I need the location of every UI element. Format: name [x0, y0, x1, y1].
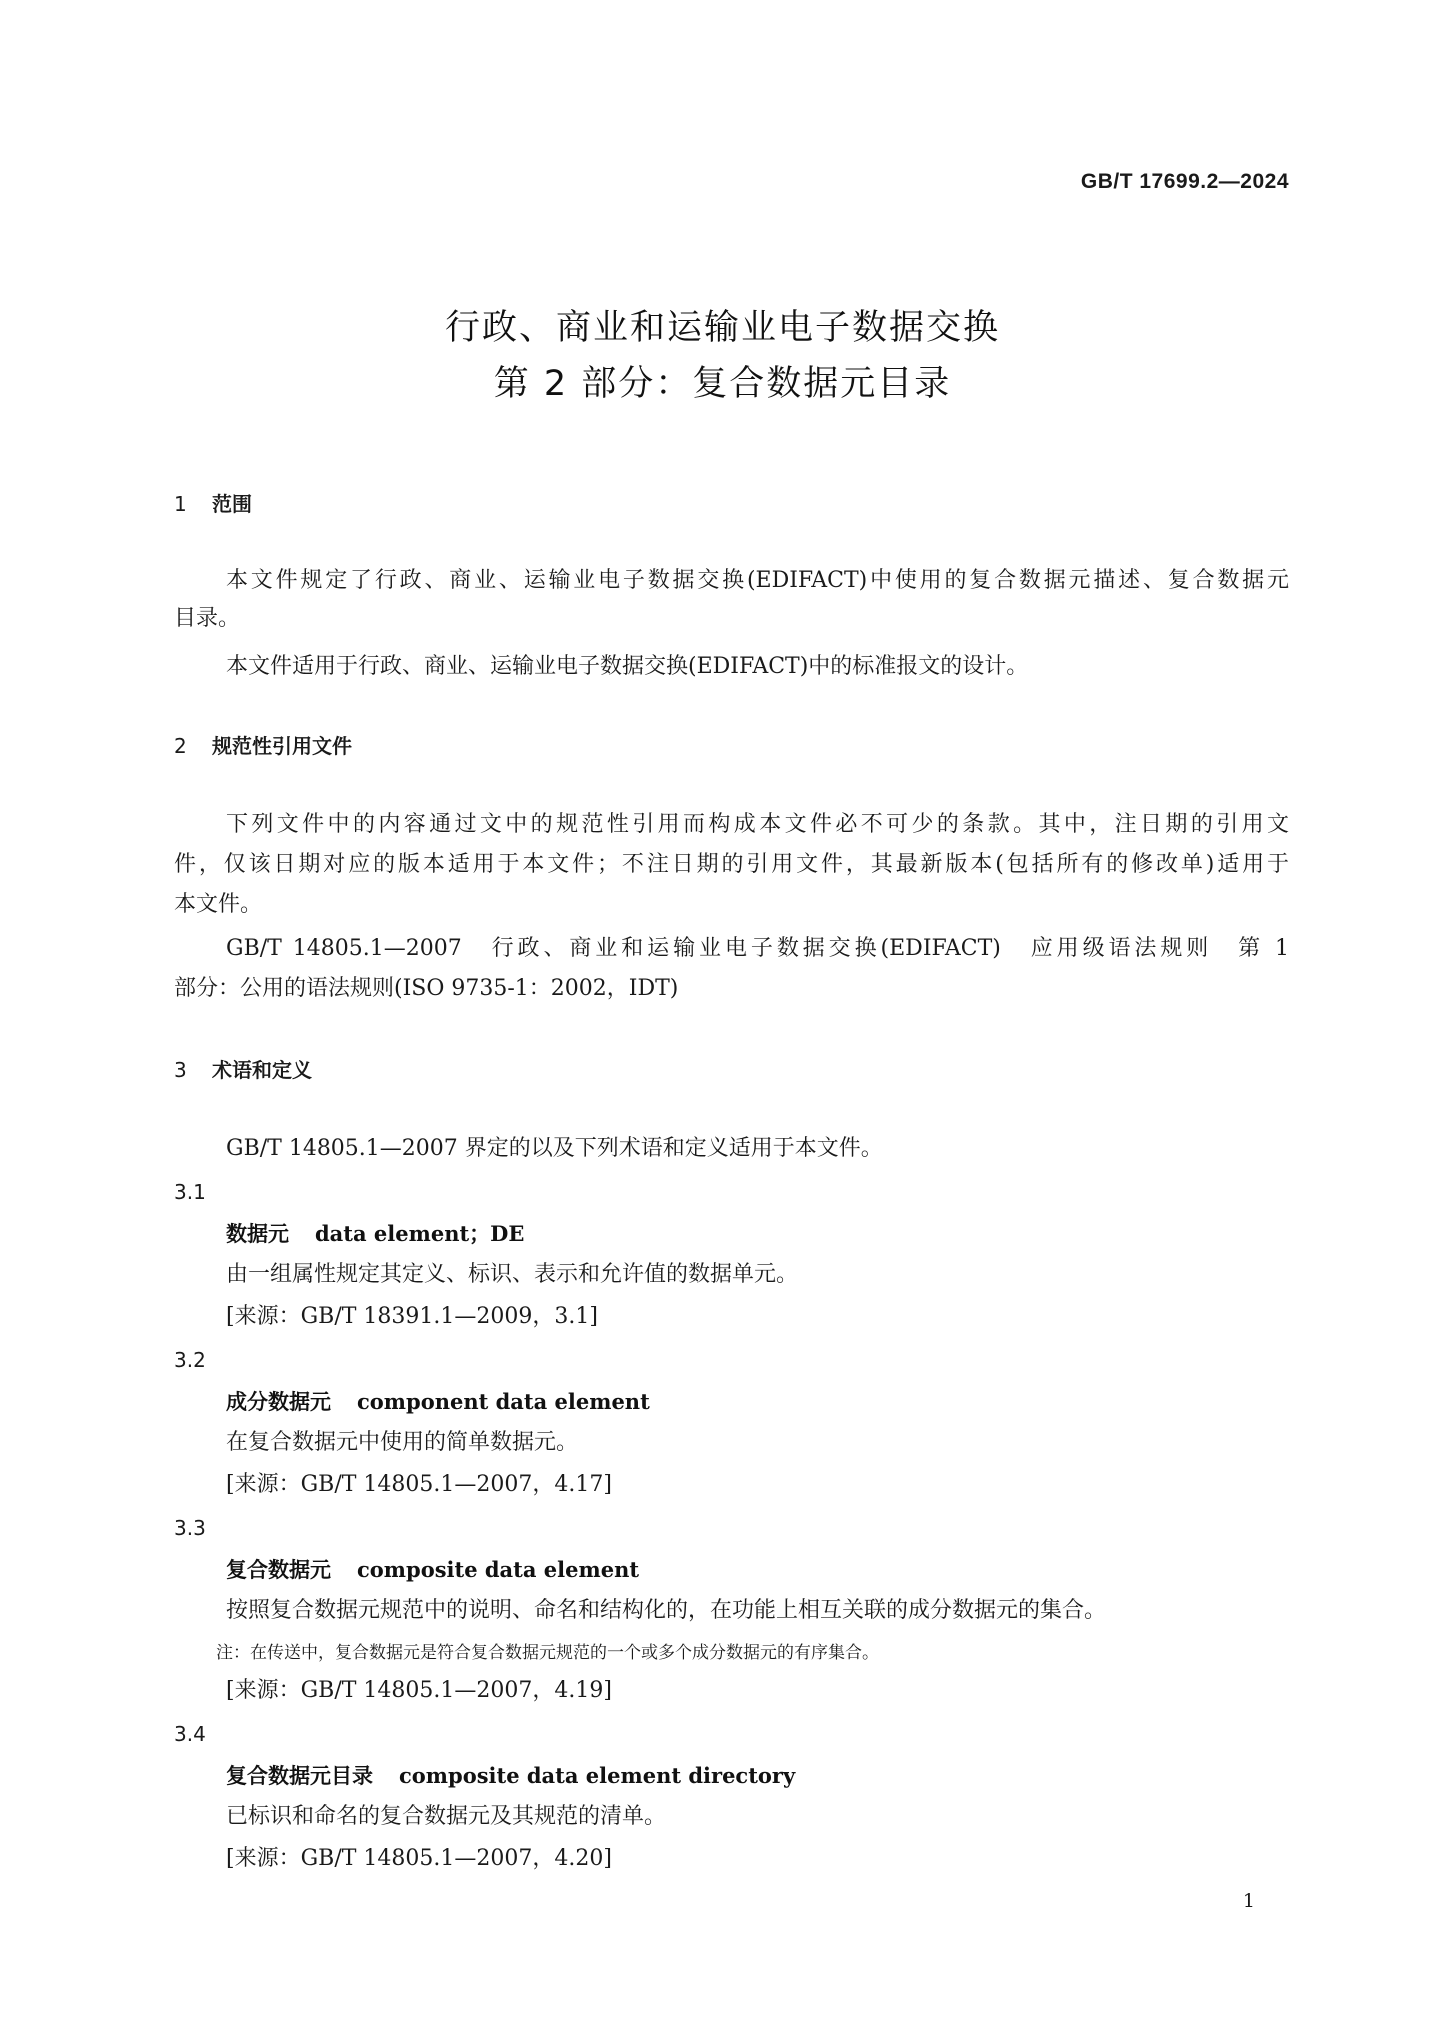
term-number: 3.3	[174, 1516, 206, 1540]
page-number: 1	[1242, 1890, 1255, 1912]
term-number: 3.1	[174, 1180, 206, 1204]
title-line-2: 第 2 部分：复合数据元目录	[493, 364, 952, 404]
scope-paragraph-line-1: 本文件规定了行政、商业、运输业电子数据交换(EDIFACT)中使用的复合数据元描述、复合数据元	[226, 568, 1289, 593]
section-number: 2	[174, 734, 187, 758]
standard-number: GB/T 17699.2—2024	[1080, 170, 1289, 193]
term-definition: 在复合数据元中使用的简单数据元。	[226, 1430, 579, 1455]
reference-item-line-1: GB/T 14805.1—2007 行政、商业和运输业电子数据交换(EDIFACT) 应用级语法规则 第 1	[226, 936, 1289, 961]
term-name-en: composite data element	[357, 1557, 640, 1582]
section-2-heading	[174, 730, 352, 759]
references-paragraph-line-1: 下列文件中的内容通过文中的规范性引用而构成本文件必不可少的条款。其中，注日期的引用文	[226, 812, 1289, 837]
section-number: 3	[174, 1058, 187, 1082]
term-name-en: data element；DE	[315, 1221, 525, 1246]
scope-paragraph-line-2: 目录。	[174, 606, 241, 631]
term-source: [来源：GB/T 14805.1—2007，4.19]	[226, 1678, 612, 1703]
term-number: 3.4	[174, 1722, 206, 1746]
term-name-en: composite data element directory	[399, 1763, 796, 1788]
section-1-heading	[174, 488, 252, 517]
section-title: 范围	[212, 492, 252, 516]
section-title: 术语和定义	[212, 1058, 312, 1082]
term-name-zh: 成分数据元	[226, 1389, 331, 1414]
term-source: [来源：GB/T 14805.1—2007，4.17]	[226, 1472, 612, 1497]
scope-paragraph-2: 本文件适用于行政、商业、运输业电子数据交换(EDIFACT)中的标准报文的设计。	[226, 654, 1029, 679]
term-definition: 按照复合数据元规范中的说明、命名和结构化的，在功能上相互关联的成分数据元的集合。	[226, 1598, 1107, 1623]
term-name	[226, 1760, 795, 1790]
term-name-zh: 复合数据元	[226, 1557, 331, 1582]
term-name-en: component data element	[357, 1389, 650, 1414]
term-source: [来源：GB/T 18391.1—2009，3.1]	[226, 1304, 598, 1329]
references-paragraph-line-2: 件，仅该日期对应的版本适用于本文件；不注日期的引用文件，其最新版本(包括所有的修改单)适用于	[174, 852, 1289, 877]
term-note: 注：在传送中，复合数据元是符合复合数据元规范的一个或多个成分数据元的有序集合。	[216, 1643, 879, 1663]
section-title: 规范性引用文件	[212, 734, 352, 758]
reference-item-line-2: 部分：公用的语法规则(ISO 9735-1：2002，IDT)	[174, 976, 679, 1001]
title-line-1: 行政、商业和运输业电子数据交换	[444, 308, 1000, 348]
term-name	[226, 1386, 650, 1416]
term-definition: 由一组属性规定其定义、标识、表示和允许值的数据单元。	[226, 1262, 799, 1287]
references-paragraph-line-3: 本文件。	[174, 892, 263, 917]
term-name-zh: 数据元	[226, 1221, 289, 1246]
section-3-heading	[174, 1054, 312, 1083]
terms-intro: GB/T 14805.1—2007 界定的以及下列术语和定义适用于本文件。	[226, 1136, 883, 1161]
term-name-zh: 复合数据元目录	[226, 1763, 373, 1788]
term-name	[226, 1218, 524, 1248]
term-name	[226, 1554, 639, 1584]
section-number: 1	[174, 492, 187, 516]
term-number: 3.2	[174, 1348, 206, 1372]
term-source: [来源：GB/T 14805.1—2007，4.20]	[226, 1846, 612, 1871]
term-definition: 已标识和命名的复合数据元及其规范的清单。	[226, 1804, 667, 1829]
